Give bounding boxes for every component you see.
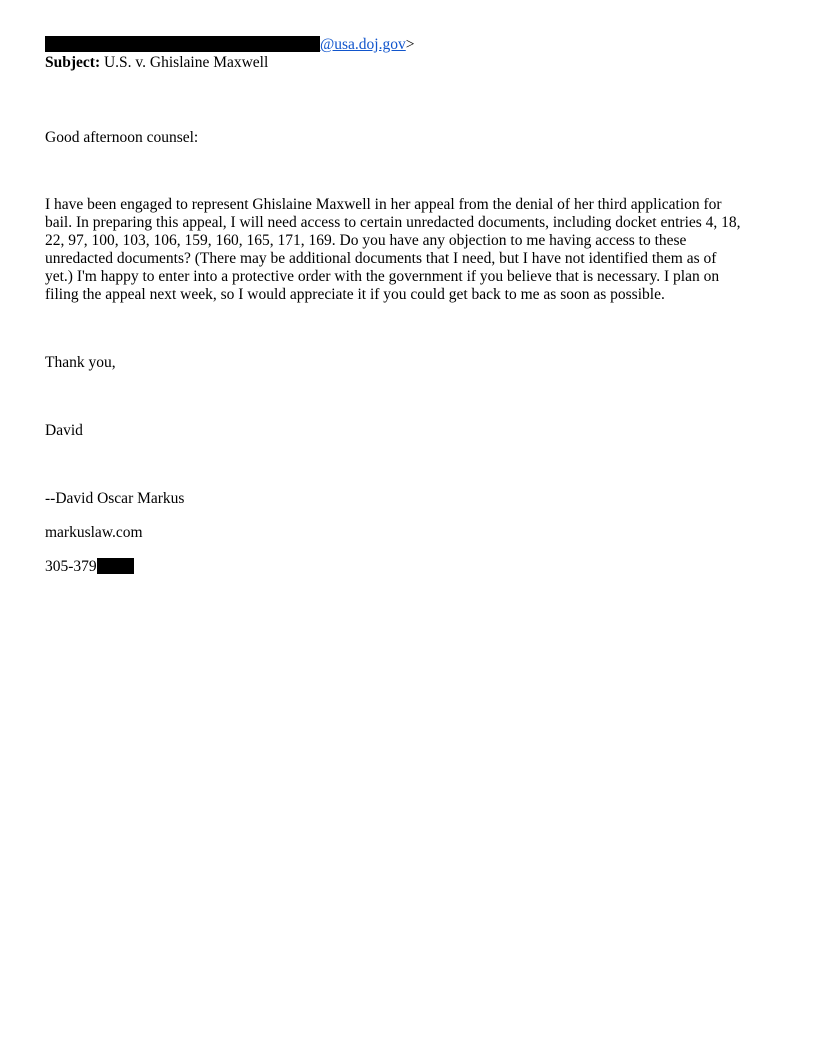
- email-to-line: [45, 36, 775, 54]
- redacted-phone-suffix: [97, 558, 134, 574]
- closing: Thank you,: [45, 354, 116, 371]
- signature-website: markuslaw.com: [45, 524, 143, 541]
- signature-phone-prefix: 305-379: [45, 558, 97, 575]
- body-line: bail. In preparing this appeal, I will need access to certain unredacted documents, including docket entries 4, 18,: [45, 214, 741, 231]
- email-domain-link[interactable]: @usa.doj.gov: [320, 36, 406, 53]
- body-line: 22, 97, 100, 103, 106, 159, 160, 165, 171, 169. Do you have any objection to me having access to these: [45, 232, 687, 249]
- greeting: Good afternoon counsel:: [45, 129, 199, 146]
- signoff-name: David: [45, 422, 83, 439]
- email-close-bracket: >: [405, 36, 415, 53]
- subject-text: U.S. v. Ghislaine Maxwell: [103, 54, 269, 71]
- signature-name: --David Oscar Markus: [45, 490, 185, 507]
- body-line: I have been engaged to represent Ghislaine Maxwell in her appeal from the denial of her third application for: [45, 196, 722, 213]
- body-line: unredacted documents? (There may be additional documents that I need, but I have not identified them as of: [45, 250, 717, 267]
- body-line: filing the appeal next week, so I would appreciate it if you could get back to me as soon as possible.: [45, 286, 665, 303]
- subject-label: Subject:: [45, 54, 101, 71]
- signature-phone: [45, 558, 775, 576]
- redacted-email-address: [45, 36, 320, 52]
- subject-line: [45, 54, 775, 72]
- body-paragraph: [45, 196, 773, 304]
- body-line: yet.) I'm happy to enter into a protective order with the government if you believe that is necessary. I plan on: [45, 268, 720, 285]
- email-document: [45, 36, 775, 576]
